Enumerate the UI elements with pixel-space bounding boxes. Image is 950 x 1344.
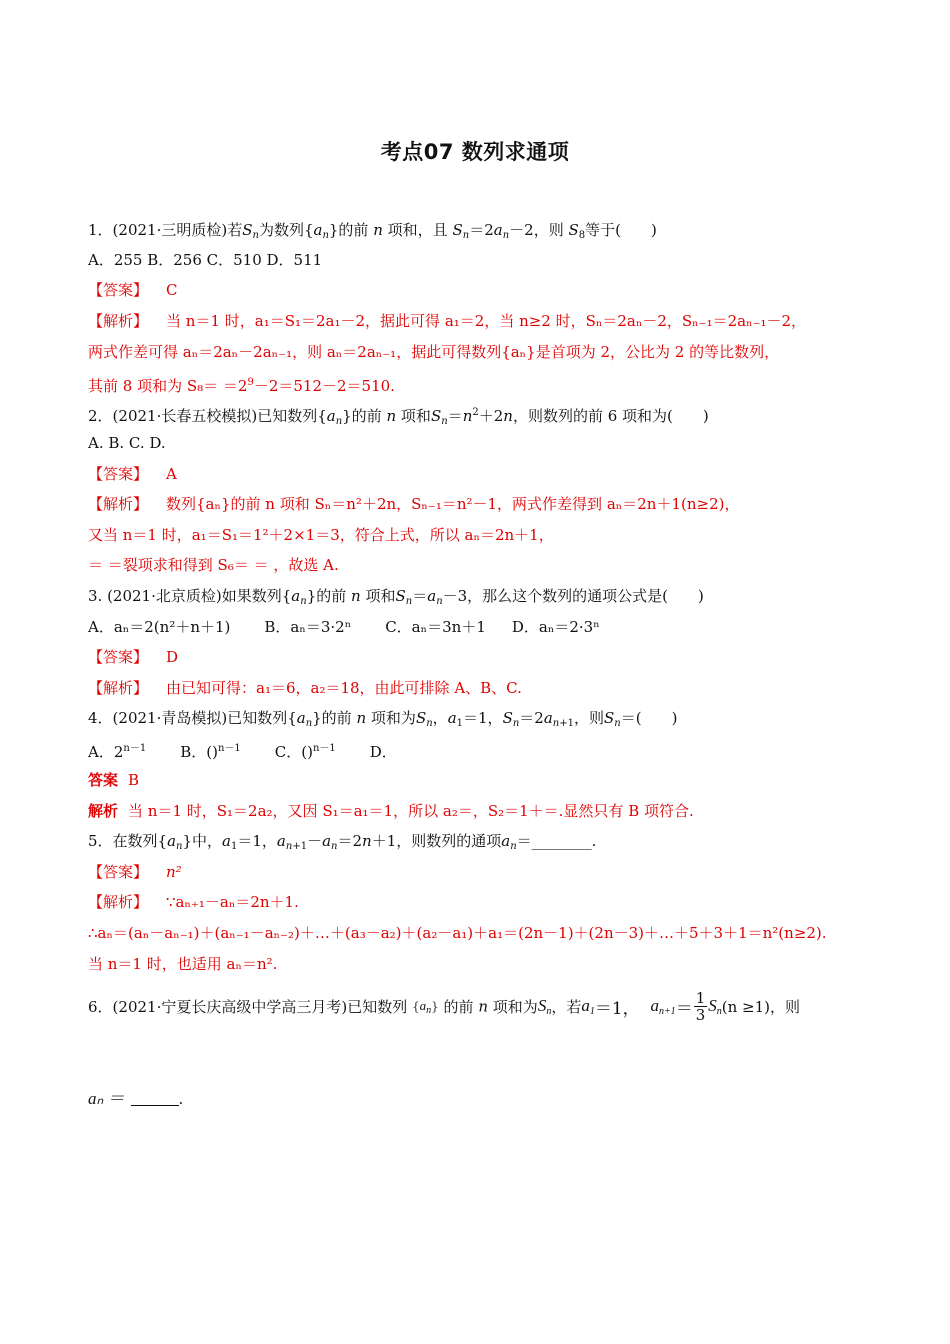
q6-answer-line: aₙ ＝ . xyxy=(88,1089,184,1108)
q2-analysis-1: 【解析】 数列{aₙ}的前 n 项和 Sₙ＝n²＋2n，Sₙ₋₁＝n²－1，两式作差得到 aₙ＝2n＋1(n≥2)， xyxy=(88,495,740,513)
q5-analysis-1: 【解析】 ∵aₙ₊₁－aₙ＝2n＋1. xyxy=(88,893,299,911)
q1-analysis-1: 【解析】 当 n＝1 时，a₁＝S₁＝2a₁－2，据此可得 a₁＝2，当 n≥2 时，Sₙ＝2aₙ－2，Sₙ₋₁＝2aₙ₋₁－2， xyxy=(88,312,807,330)
q4-stem: 4．(2021·青岛模拟)已知数列$\{a_n\}$的前 n 项和为$S_n$，$a_1=1$，$S_n=2a_{n+1}$，则$S_n=$( ) xyxy=(88,709,678,729)
q1-analysis-3: 其前 8 项和为 $S_8= =2^9-2=512-2=510$. xyxy=(88,377,395,395)
q5-stem: 5．在数列$\{a_n\}$中，$a_1=1$，$a_{n+1}-a_n=2n+1$，则数列的通项$a_n=\_\_\_\_\_\_\_\_$. xyxy=(88,832,597,852)
q2-answer: 【答案】 A xyxy=(88,465,177,483)
q5-answer: 【答案】 n² xyxy=(88,863,182,881)
q3-analysis: 【解析】 由已知可得：a₁＝6，a₂＝18，由此可排除 A、B、C. xyxy=(88,679,522,697)
q1-stem: 1．(2021·三明质检)若$S_n$为数列$\{a_n\}$的前 n 项和，且 $S_n=2a_n-2$，则 $S_8$等于( ) xyxy=(88,221,657,241)
q1-options: A．255 B．256 C．510 D．511 xyxy=(88,251,323,269)
q2-analysis-3: ＝ ＝裂项求和得到 S₆＝ ＝ ，故选 A. xyxy=(88,556,339,574)
q5-analysis-2: ∴aₙ＝(aₙ－aₙ₋₁)＋(aₙ₋₁－aₙ₋₂)＋…＋(a₃－a₂)＋(a₂－a₁)＋a₁＝(2n－1)＋(2n－3)＋…＋5＋3＋1＝n²(n≥2). xyxy=(88,924,827,942)
q1-analysis-2: 两式作差可得 aₙ＝2aₙ－2aₙ₋₁，则 aₙ＝2aₙ₋₁，据此可得数列{aₙ}是首项为 2，公比为 2 的等比数列， xyxy=(88,343,780,361)
q3-options: A．aₙ＝2(n²＋n＋1) B．aₙ＝3·2ⁿ C．aₙ＝3n＋1 D．aₙ＝2·3ⁿ xyxy=(88,618,600,636)
q3-answer: 【答案】 D xyxy=(88,648,179,666)
q2-options: A. B. C. D. xyxy=(88,434,166,452)
q4-answer: 答案 B xyxy=(88,771,140,789)
q6-stem: 6．(2021·宁夏长庆高级中学高三月考)已知数列 $\{a_n\}$ 的前 n 项和为$S_n$，若$a_1=1$， $a_{n+1}=$ $\frac{1}{3}$ $S_n(n \ge 1)$，则 xyxy=(88,989,800,1024)
q3-stem: 3. (2021·北京质检)如果数列$\{a_n\}$的前 n 项和$S_n=a_n-3$，那么这个数列的通项公式是( ) xyxy=(88,587,704,607)
q6-answer-blank[interactable] xyxy=(131,1091,179,1106)
q6-fraction: $\frac{1}{3}$ xyxy=(695,989,706,1024)
q4-options: A．$2^{n-1}$ B．()$^{n-1}$ C．()$^{n-1}$ D． xyxy=(88,743,397,761)
q2-analysis-2: 又当 n＝1 时，a₁＝S₁＝1²＋2×1＝3，符合上式，所以 aₙ＝2n＋1， xyxy=(88,526,554,544)
q5-analysis-3: 当 n＝1 时，也适用 aₙ＝n². xyxy=(88,955,278,973)
q2-stem: 2．(2021·长春五校模拟)已知数列$\{a_n\}$的前 n 项和$S_n=n^2+2n$，则数列的前 6 项和为( ) xyxy=(88,407,709,427)
q4-analysis: 解析 当 n＝1 时，S₁＝2a₂，又因 S₁＝a₁＝1，所以 a₂＝，S₂＝1＋＝.显然只有 B 项符合. xyxy=(88,802,694,820)
page-title: 考点07 数列求通项 xyxy=(380,140,570,164)
q1-answer: 【答案】 C xyxy=(88,281,178,299)
